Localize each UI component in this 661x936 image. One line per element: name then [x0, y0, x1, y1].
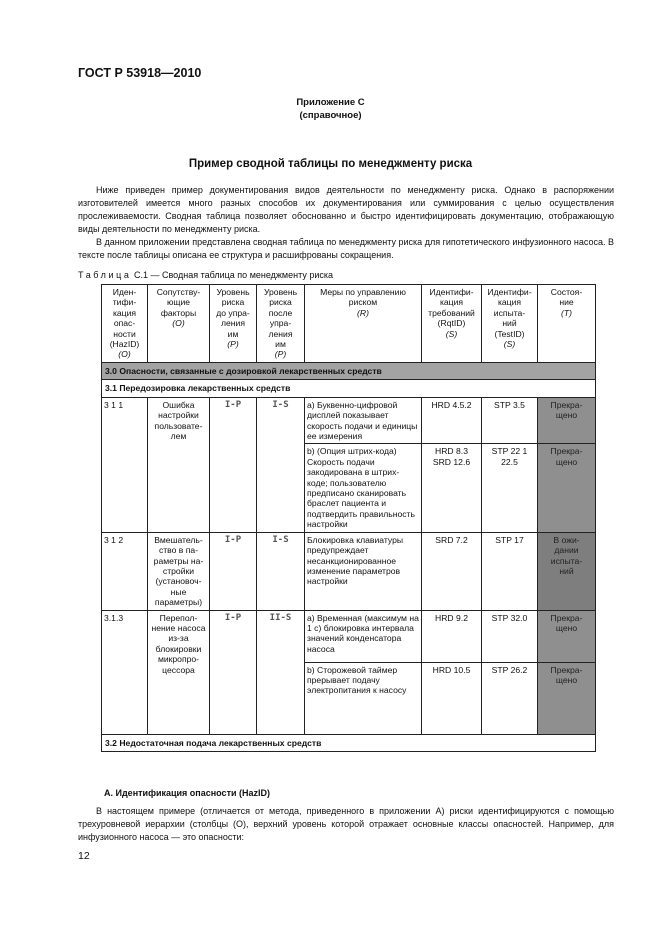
page-number: 12	[78, 850, 90, 862]
col-rqtid-header: Идентифи- кация требований (RqtID) (S)	[422, 285, 482, 363]
contributing-factor: Ошибка настройки пользовате- лем	[148, 397, 210, 532]
risk-summary-table	[101, 284, 596, 752]
table-row	[102, 397, 596, 444]
section-row-3-0	[102, 363, 596, 380]
requirement-id: SRD 7.2	[422, 532, 482, 610]
col-testid-header: Идентифи- кация испыта- ний (TestID) (S)	[482, 285, 538, 363]
col-risk-after-header: Уровень риска после упра- ления им (Р)	[257, 285, 305, 363]
col-hazid-header: Иден- тифи- кация опас- ности (HazID) (О)	[102, 285, 148, 363]
status-cell: В ожи- дании испыта- ний	[538, 532, 596, 610]
annex-subtitle: (справочное)	[299, 110, 362, 121]
section-3-2-label: 3.2 Недостаточная подача лекарственных средств	[102, 734, 596, 751]
col-risk-before-header: Уровень риска до упра- ления им (Р)	[210, 285, 257, 363]
requirement-id: HRD 10.5	[422, 662, 482, 734]
test-id: STP 22 1 22.5	[482, 444, 538, 532]
table-header-row	[102, 285, 596, 363]
risk-measure: Блокировка клавиатуры предупреждает несанкционированное изменение параметров настройки	[305, 532, 422, 610]
requirement-id: HRD 4.5.2	[422, 397, 482, 444]
status-cell: Прекра- щено	[538, 444, 596, 532]
intro-paragraph-1: Ниже приведен пример документирования видов деятельности по менеджменту риска. Однако в распоряжении изготовителей имеется много разных способов их документирования или суммирования с целью осуществления прослеживаемости. Сводная таблица позволяет обоснованно и быстро идентифицировать документацию, отображающую виды деятельности по менеджменту риска.	[78, 185, 614, 234]
hazard-id: 3 1 2	[102, 532, 148, 610]
test-id: STP 3.5	[482, 397, 538, 444]
risk-after: I-S	[257, 397, 305, 532]
test-id: STP 32.0	[482, 610, 538, 662]
risk-before: I-P	[210, 610, 257, 734]
section-row-3-1	[102, 380, 596, 397]
risk-before: I-P	[210, 397, 257, 532]
annex-title: Приложение С	[296, 97, 365, 108]
body-paragraph: В настоящем примере (отличается от метода, приведенного в приложении А) риски идентифицируются с помощью трехуровневой иерархии (столбцы (О), верхний уровень которой отражает основные классы опасностей. Например, для инфузионного насоса — это опасности:	[78, 806, 614, 842]
hazard-id: 3 1 1	[102, 397, 148, 532]
intro-paragraph-2: В данном приложении представлена сводная таблица по менеджменту риска для гипотетического инфузионного насоса. В тексте после таблицы описана ее структура и расшифрованы сокращения.	[78, 237, 614, 260]
col-status-header: Состоя- ние (Т)	[538, 285, 596, 363]
contributing-factor: Перепол- нение насоса из-за блокировки микропро- цессора	[148, 610, 210, 734]
risk-after: II-S	[257, 610, 305, 734]
hazard-id: 3.1.3	[102, 610, 148, 734]
col-factors-header: Сопутству- ющие факторы (О)	[148, 285, 210, 363]
requirement-id: HRD 8.3 SRD 12.6	[422, 444, 482, 532]
subsection-heading: А. Идентификация опасности (HazID)	[104, 788, 271, 798]
table-row	[102, 532, 596, 610]
risk-before: I-P	[210, 532, 257, 610]
table-row	[102, 610, 596, 662]
section-3-0-label: 3.0 Опасности, связанные с дозировкой лекарственных средств	[102, 363, 596, 380]
requirement-id: HRD 9.2	[422, 610, 482, 662]
document-code: ГОСТ Р 53918—2010	[78, 66, 202, 80]
col-measures-header: Меры по управлению риском (R)	[305, 285, 422, 363]
test-id: STP 26.2	[482, 662, 538, 734]
main-title: Пример сводной таблицы по менеджменту риска	[188, 158, 473, 170]
status-cell: Прекра- щено	[538, 610, 596, 662]
risk-measure: b) (Опция штрих-кода) Скорость подачи закодирована в штрих-коде; пользователю предписано сканировать браслет пациента и подтвердить правильность настройки	[305, 444, 422, 532]
section-row-3-2	[102, 734, 596, 751]
status-cell: Прекра- щено	[538, 397, 596, 444]
status-cell: Прекра- щено	[538, 662, 596, 734]
test-id: STP 17	[482, 532, 538, 610]
risk-measure: b) Сторожевой таймер прерывает подачу электропитания к насосу	[305, 662, 422, 734]
risk-measure: а) Буквенно-цифровой дисплей показывает скорость подачи и единицы ее измерения	[305, 397, 422, 444]
risk-after: I-S	[257, 532, 305, 610]
risk-measure: а) Временная (максимум на 1 с) блокировка интервала значений конденсатора насоса	[305, 610, 422, 662]
section-3-1-label: 3.1 Передозировка лекарственных средств	[102, 380, 596, 397]
table-caption: Таблица С.1 — Сводная таблица по менеджменту риска	[78, 270, 333, 280]
contributing-factor: Вмешатель- ство в па- раметры на- стройки (установоч- ные параметры)	[148, 532, 210, 610]
